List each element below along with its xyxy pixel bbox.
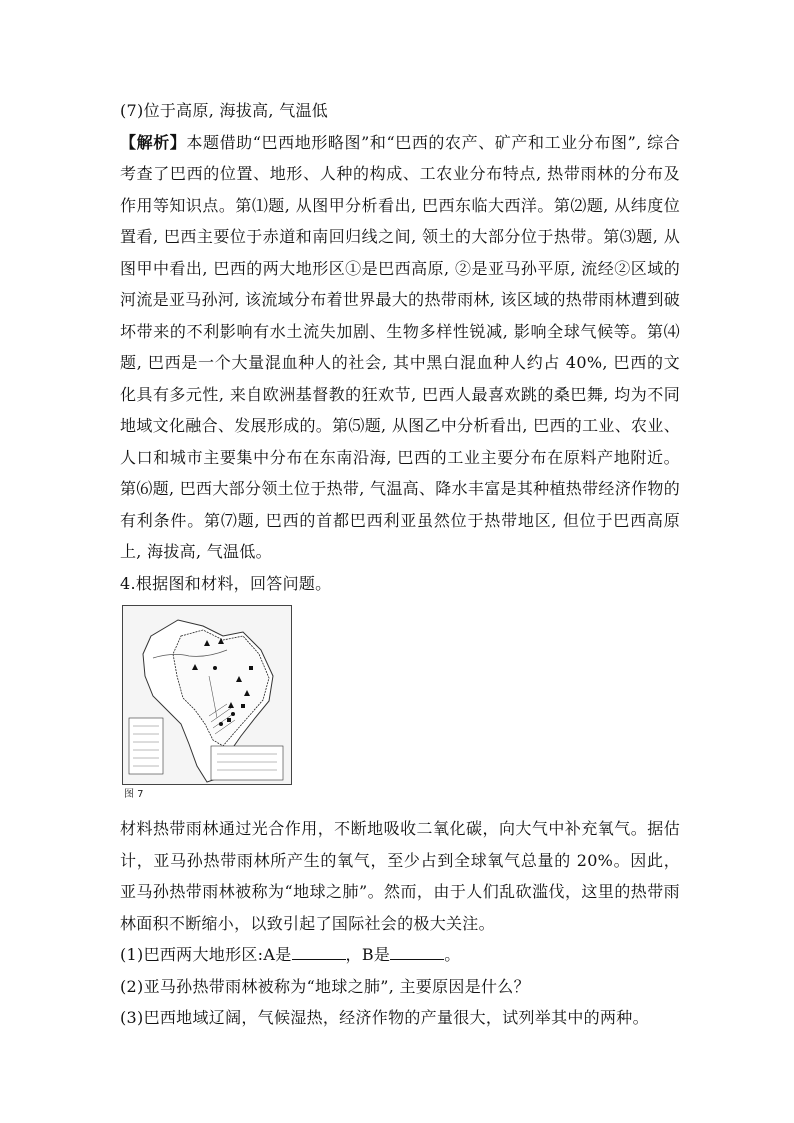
blank-b[interactable] [390, 945, 444, 960]
map-frame [122, 605, 292, 785]
analysis-paragraph [120, 127, 680, 568]
sub-question-3: (3)巴西地域辽阔，气候湿热，经济作物的产量很大，试列举其中的两种。 [120, 1008, 649, 1027]
material-paragraph: 材料热带雨林通过光合作用，不断地吸收二氧化碳，向大气中补充氧气。据估计，亚马孙热带雨林所产生的氧气，至少占到全球氧气总量的 20%。因此，亚马孙热带雨林被称为“地球之肺”。然而，由于人们乱砍滥伐，这里的热带雨林面积不断缩小，以致引起了国际社会的极大关注。 [120, 819, 680, 933]
brazil-map-figure [122, 605, 294, 800]
blank-a[interactable] [292, 945, 346, 960]
analysis-tag: 【解析】 [120, 132, 187, 152]
question4-title: 4.根据图和材料，回答问题。 [120, 573, 332, 593]
page-content [120, 95, 680, 1034]
sub1-part-a: (1)巴西两大地形区:A是 [120, 945, 292, 964]
brazil-map-image [123, 606, 291, 784]
figure-label: 图 7 [124, 789, 144, 800]
sub1-end: 。 [444, 945, 461, 964]
sub1-part-b: ，B是 [345, 945, 391, 964]
sub-question-2: (2)亚马孙热带雨林被称为“地球之肺”, 主要原因是什么？ [120, 976, 530, 996]
sub-question-1 [120, 939, 680, 971]
analysis-text: 本题借助“巴西地形略图”和“巴西的农产、矿产和工业分布图”, 综合考查了巴西的位置、地形、人种的构成、工农业分布特点, 热带雨林的分布及作用等知识点。第⑴题, 从图甲分析看出, 巴西东临大西洋。第⑵题, 从纬度位置看, 巴西主要位于赤道和南回归线之间, 领土的大部分位于热带。第⑶题, 从图甲中看出, 巴西的两大地形区①是巴西高原, ②是亚马孙平原, 流经②区域的河流是亚马孙河, 该流域分布着世界最大的热带雨林, 该区域的热带雨林遭到破坏带来的不利影响有水土流失加剧、生物多样性锐减, 影响全球气候等。第⑷题, 巴西是一个大量混血种人的社会, 其中黑白混血种人约占 40%, 巴西的文化具有多元性, 来自欧洲基督教的狂欢节, 巴西人最喜欢跳的桑巴舞, 均为不同地域文化融合、发展形成的。第⑸题, 从图乙中分析看出, 巴西的工业、农业、人口和城市主要集中分布在东南沿海, 巴西的工业主要分布在原料产地附近。第⑹题, 巴西大部分领土位于热带, 气温高、降水丰富是其种植热带经济作物的有利条件。第⑺题, 巴西的首都巴西利亚虽然位于热带地区, 但位于巴西高原上, 海拔高, 气温低。 [120, 132, 681, 561]
q7-answer: (7)位于高原, 海拔高, 气温低 [120, 101, 329, 120]
